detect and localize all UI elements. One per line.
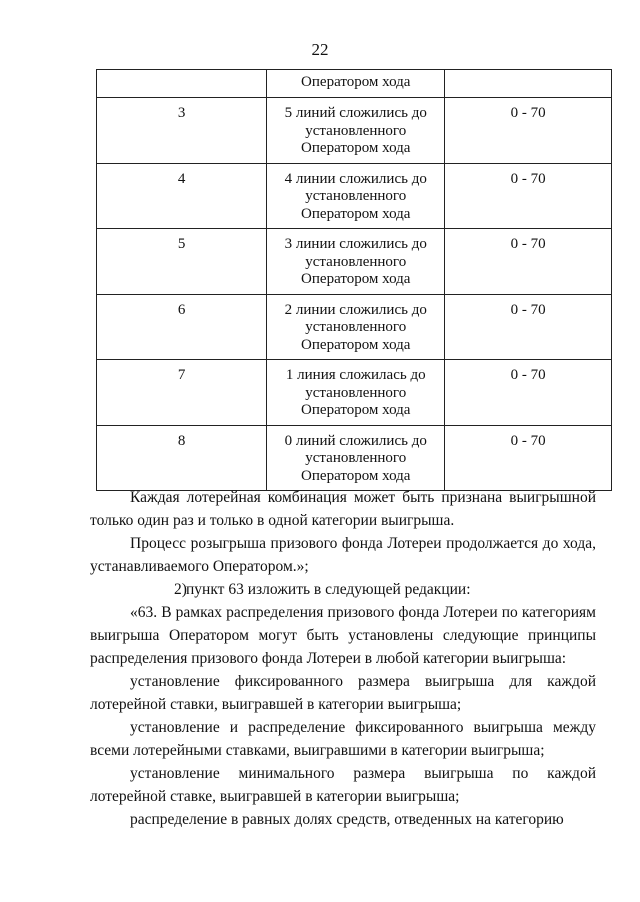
prize-distribution-table	[96, 69, 612, 491]
table-row	[97, 98, 612, 164]
table-row	[97, 294, 612, 360]
document-body-text	[90, 486, 596, 831]
win-condition-cell: 1 линия сложилась до установленного Оператором хода	[267, 360, 445, 426]
category-number-cell: 6	[97, 294, 267, 360]
category-number-cell: 7	[97, 360, 267, 426]
win-condition-cell: 5 линий сложились до установленного Оператором хода	[267, 98, 445, 164]
paragraph-fixed-distribution: установление и распределение фиксированного выигрыша между всеми лотерейными ставками, выигравшими в категории выигрыша;	[90, 719, 596, 759]
category-number-cell	[97, 70, 267, 98]
table-row	[97, 163, 612, 229]
win-condition-cell: 2 линии сложились до установленного Оператором хода	[267, 294, 445, 360]
paragraph-draw-process: Процесс розыгрыша призового фонда Лотереи продолжается до хода, устанавливаемого Оператором.»;	[90, 535, 596, 575]
category-number-cell: 5	[97, 229, 267, 295]
amendment-item-text: пункт 63 изложить в следующей редакции:	[186, 581, 471, 598]
fund-share-cell: 0 - 70	[445, 98, 612, 164]
category-number-cell: 4	[97, 163, 267, 229]
fund-share-cell	[445, 70, 612, 98]
table-row	[97, 70, 612, 98]
amendment-item-number: 2)	[174, 581, 187, 598]
amendment-item	[90, 578, 596, 601]
win-condition-cell: 0 линий сложились до установленного Оператором хода	[267, 425, 445, 491]
win-condition-cell: Оператором хода	[267, 70, 445, 98]
category-number-cell: 8	[97, 425, 267, 491]
win-condition-cell: 3 линии сложились до установленного Оператором хода	[267, 229, 445, 295]
fund-share-cell: 0 - 70	[445, 294, 612, 360]
page-number: 22	[311, 40, 329, 59]
paragraph-equal-shares: распределение в равных долях средств, отведенных на категорию	[130, 811, 564, 828]
fund-share-cell: 0 - 70	[445, 360, 612, 426]
paragraph-minimum-prize: установление минимального размера выигрыша по каждой лотерейной ставке, выигравшей в категории выигрыша;	[90, 765, 596, 805]
fund-share-cell: 0 - 70	[445, 229, 612, 295]
paragraph-clause-63: «63. В рамках распределения призового фонда Лотереи по категориям выигрыша Оператором могут быть установлены следующие принципы распределения призового фонда Лотереи в любой категории выигрыша:	[90, 604, 596, 667]
paragraph-win-once: Каждая лотерейная комбинация может быть признана выигрышной только один раз и только в одной категории выигрыша.	[90, 489, 596, 529]
category-number-cell: 3	[97, 98, 267, 164]
fund-share-cell: 0 - 70	[445, 425, 612, 491]
paragraph-fixed-prize: установление фиксированного размера выигрыша для каждой лотерейной ставки, выигравшей в категории выигрыша;	[90, 673, 596, 713]
table-row	[97, 425, 612, 491]
table-row	[97, 360, 612, 426]
table-row	[97, 229, 612, 295]
win-condition-cell: 4 линии сложились до установленного Оператором хода	[267, 163, 445, 229]
fund-share-cell: 0 - 70	[445, 163, 612, 229]
